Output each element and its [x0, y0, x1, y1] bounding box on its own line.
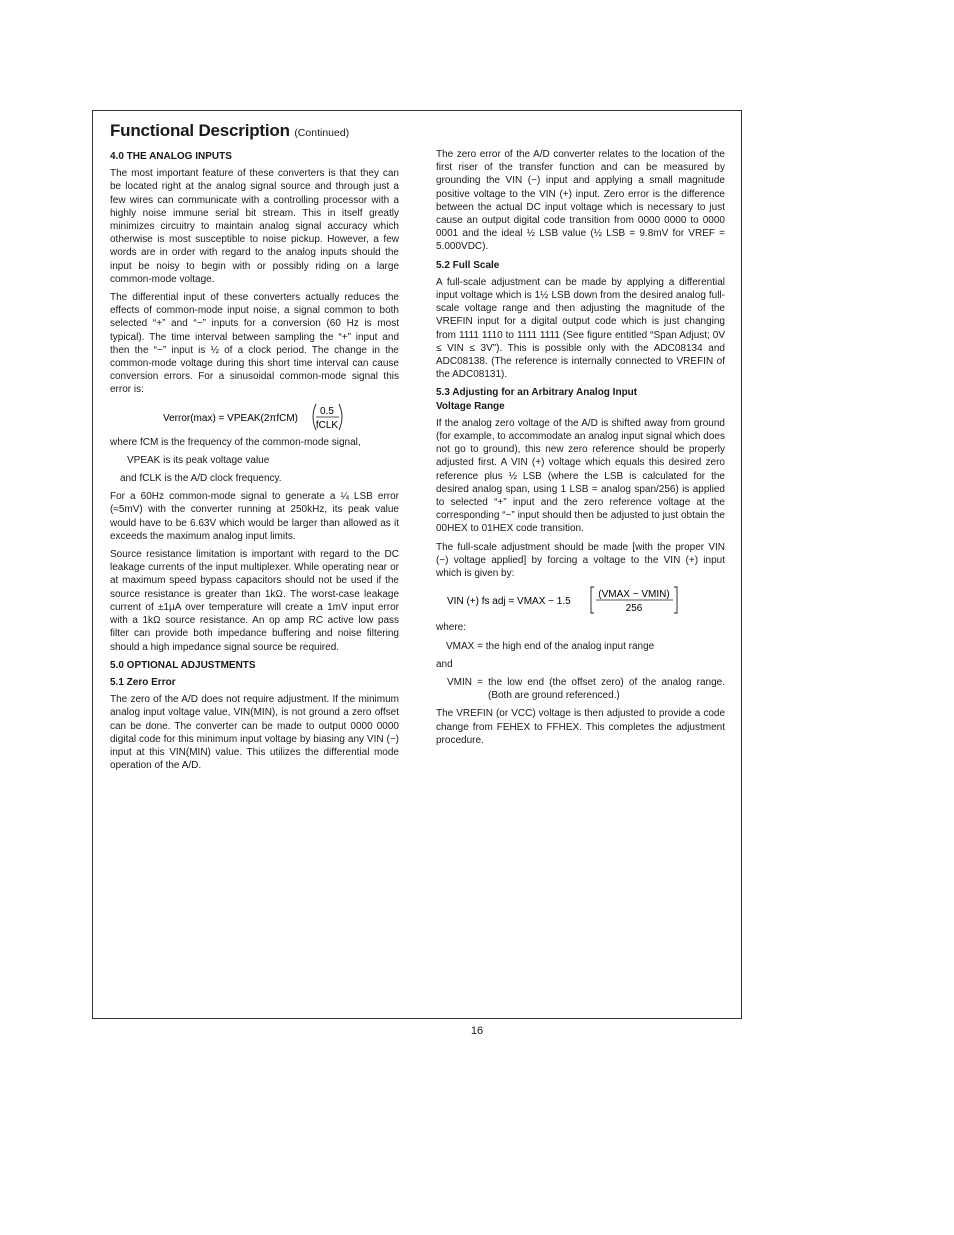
right-column	[436, 148, 725, 752]
section-5-3-heading	[436, 386, 725, 412]
section-5-0-heading: 5.0 OPTIONAL ADJUSTMENTS	[110, 659, 256, 671]
error-equation	[110, 402, 399, 432]
paragraph: For a 60Hz common-mode signal to generate a ¼ LSB error (≈5mV) with the converter running at 250kHz, its peak value would have to be 6.63V which would be larger than allowed as it exceeds the maximum analog input limits.	[110, 491, 399, 542]
title-text: Functional Description	[110, 121, 290, 140]
definition-vmin: VMIN = the low end (the offset zero) of the analog range. (Both are ground referenced.)	[447, 676, 725, 702]
equation-lhs: VIN (+) fs adj = VMAX − 1.5	[447, 596, 571, 608]
section-5-2-heading: 5.2 Full Scale	[436, 259, 500, 271]
continued-label: (Continued)	[294, 127, 350, 139]
paragraph: If the analog zero voltage of the A/D is shifted away from ground (for example, to accommodate an analog input signal which does not go to ground), this new zero reference should be properly adjusted first. A VIN (+) voltage which equals this desired zero reference plus ½ LSB (where the LSB is calculated for the desired analog span, using 1 LSB = analog span/256) is applied to selected “+” input and the zero reference voltage at the corresponding “−” input should then be adjusted to just obtain the 00HEX to 01HEX code transition.	[436, 417, 725, 535]
page-title	[110, 121, 349, 141]
page-number: 16	[470, 1025, 484, 1037]
paragraph: The zero error of the A/D converter relates to the location of the first riser of the transfer function and can be measured by grounding the VIN (−) input and applying a small magnitude positive voltage to the VIN (+) input. Zero error is the difference between the actual DC input voltage which is necessary to just cause an output digital code transition from 0000 0000 to 0000 0001 and the ideal ½ LSB value (½ LSB = 9.8mV for VREF = 5.000VDC).	[436, 149, 725, 253]
section-5-1-heading: 5.1 Zero Error	[110, 676, 176, 688]
equation-numerator: (VMAX − VMIN)	[598, 589, 670, 601]
heading-line-2: Voltage Range	[436, 400, 505, 412]
paragraph: The zero of the A/D does not require adjustment. If the minimum analog input voltage value, VIN(MIN), is not ground a zero offset can be done. The converter can be made to output 0000 0000 digital code for this minimum input voltage by biasing any VIN (−) input at this VIN(MIN) value. This utilizes the differential mode operation of the A/D.	[110, 694, 399, 772]
equation-numerator: 0.5	[320, 405, 334, 417]
full-scale-equation-graphic	[436, 585, 725, 615]
paragraph: Source resistance limitation is important with regard to the DC leakage currents of the input multiplexer. While operating near or at maximum speed bypass capacitors should not be used if the source resistance is greater than 1kΩ. The worst-case leakage current of ±1µA over temperature will create a 1mV input error with a 1kΩ source resistance. An op amp RC active low pass filter can provide both impedance buffering and noise filtering should a high impedance signal source be required.	[110, 549, 399, 653]
definition-vpeak: VPEAK is its peak voltage value	[127, 454, 270, 466]
right-paren	[339, 404, 342, 430]
paragraph: The full-scale adjustment should be made [with the proper VIN (−) voltage applied] by forcing a voltage to the VIN (+) input which is given by:	[436, 541, 725, 580]
equation-denominator: 256	[625, 603, 643, 615]
paragraph: A full-scale adjustment can be made by applying a differential input voltage which is 1½ LSB down from the desired analog full-scale voltage range and then adjusting the magnitude of the VREFIN input for a digital output code which is just changing from 1111 1110 to 1111 1111 (See figure entitled “Span Adjust; 0V ≤ VIN ≤ 3V”). This is possible only with the ADC08134 and ADC08138. (The reference is internally connected to VREFIN of the ADC08131).	[436, 276, 725, 381]
equation-lhs: Verror(max) = VPEAK(2πfCM)	[163, 412, 298, 424]
paragraph: The differential input of these converters actually reduces the effects of common-mode input noise, a signal common to both selected “+” and “−” inputs for a conversion (60 Hz is most typical). The time interval between sampling the “+” input and then the “−” input is ½ of a clock period. The change in the common-mode voltage during this short time interval can cause conversion errors. For a sinusoidal common-mode signal this error is:	[110, 292, 399, 396]
section-4-0-heading: 4.0 THE ANALOG INPUTS	[110, 151, 232, 162]
right-bracket	[674, 587, 677, 613]
error-equation-graphic	[110, 402, 399, 432]
definition-fcm: where fCM is the frequency of the common-mode signal,	[110, 436, 361, 448]
definition-vmax: VMAX = the high end of the analog input range	[446, 640, 655, 652]
and-label: and	[436, 658, 453, 670]
left-column	[110, 148, 399, 777]
paragraph: The most important feature of these converters is that they can be located right at the analog signal source and through just a few wires can communicate with a controlling processor with a highly noise immune serial bit stream. This in itself greatly minimizes circuitry to maintain analog signal accuracy which otherwise is most susceptible to noise pickup. However, a few words are in order with regard to the analog inputs should the input be noisy to begin with or possibly riding on a large common-mode voltage.	[110, 168, 399, 285]
left-bracket	[591, 587, 594, 613]
where-label: where:	[436, 622, 467, 634]
equation-denominator: fCLK	[315, 419, 339, 431]
full-scale-equation	[436, 585, 725, 615]
paragraph: The VREFIN (or VCC) voltage is then adjusted to provide a code change from FEHEX to FFHEX. This completes the adjustment procedure.	[436, 708, 725, 746]
definition-fclk: and fCLK is the A/D clock frequency.	[120, 473, 282, 485]
heading-line-1: 5.3 Adjusting for an Arbitrary Analog Input	[436, 387, 638, 399]
